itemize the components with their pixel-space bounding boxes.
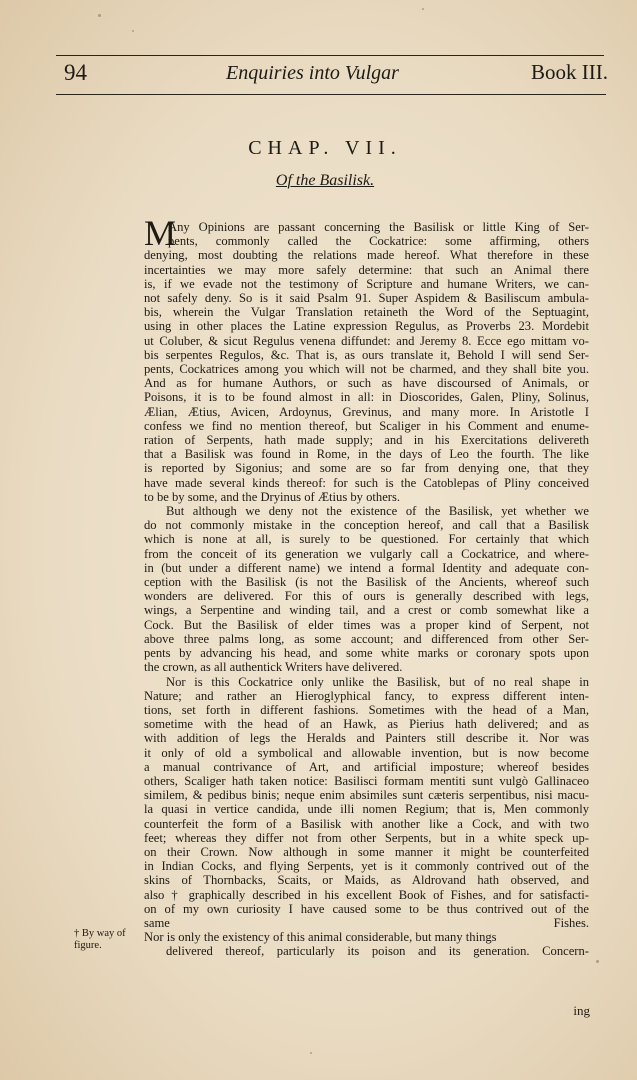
text-line: pents by advancing his head, and some white marks or coronary spots upon [144, 646, 589, 661]
body-text [144, 213, 589, 959]
text-line: the crown, as all authentick Writers have delivered. [144, 660, 403, 675]
paper-speck [596, 960, 599, 963]
chapter-title: Of the Basilisk. [275, 172, 375, 189]
text-line: ration of Serpents, hath made supply; and in his Exercitations delivereth [144, 433, 589, 448]
text-line: confess we find no mention thereof, but Scaliger in his Comment and enume- [144, 418, 589, 433]
book-label: Book III. [531, 60, 608, 84]
top-rule [56, 55, 604, 56]
text-line: Ælian, Ætius, Avicen, Ardoynus, Grevinus, and many more. In Aristotle I [144, 404, 589, 419]
text-line: others, Scaliger hath taken notice: Basilisci formam mentiti sunt vulgò Gallinaceo [144, 773, 589, 788]
marginal-note: † By way of figure. [74, 928, 126, 951]
paper-speck [132, 30, 134, 32]
text-line: it only of old a symbolical and allowable invention, but is now become [144, 745, 589, 760]
text-line: which is none at all, is surely to be questioned. For certainly that which [144, 532, 589, 547]
text-line: sometime with the head of an Hawk, as Pierius hath delivered; and as [144, 717, 589, 732]
text-line: skins of Thornbacks, Scaits, or Maids, as Aldrovand hath observed, and [144, 873, 589, 888]
text-line: la quasi in vertice candida, unde illi nomen Regium; that is, Men commonly [144, 802, 589, 817]
header-rule [56, 94, 606, 95]
text-line: Nor is only the existency of this animal considerable, but many things [144, 930, 497, 945]
text-line: on of my own curiosity I have caused some to be thus contrived out of the [144, 901, 589, 916]
text-line: bis serpentes Regulos, &c. That is, as ours translate it, Behold I will send Ser- [144, 347, 589, 362]
text-line: with addition of legs the Heralds and Painters still describe it. Nor was [144, 731, 589, 746]
text-line: using in other places the Latine expression Regulus, as Proverbs 23. Mordebit [144, 319, 589, 334]
text-line: pents, commonly called the Cockatrice: some affirming, others [168, 234, 589, 249]
paper-speck [310, 1052, 312, 1054]
text-line: pents, Cockatrices among you which will not be charmed, and they shall bite you. [144, 362, 589, 377]
text-line: similem, & pedibus binis; neque enim absimiles sunt cæteris serpentibus, nisi macu- [144, 788, 589, 803]
running-head [58, 60, 608, 94]
page-number: 94 [64, 60, 87, 85]
text-line: wings, a Serpentine and winding tail, and a crest or comb somewhat like a [144, 603, 589, 618]
chapter-number: CHAP. VII. [248, 137, 402, 159]
running-title: Enquiries into Vulgar [226, 62, 399, 84]
text-line: not safely deny. So is it said Psalm 91. Super Aspidem & Basiliscum ambula- [144, 291, 589, 306]
text-line: Nor is this Cockatrice only unlike the Basilisk, but of no real shape in [166, 674, 589, 689]
text-line: Any Opinions are passant concerning the Basilisk or little King of Ser- [168, 220, 589, 234]
text-line: have made several kinds thereof: for such is the Catoblepas of Pliny conceived [144, 475, 589, 490]
text-line: feet; whereas they differ not from other Serpents, but in a white speck up- [144, 830, 589, 845]
text-line: is, if we evade not the testimony of Scripture and humane Writers, we can- [144, 276, 589, 291]
text-line: a manual contrivance of Art, and artificial imposture; whereof besides [144, 759, 589, 774]
drop-cap: M [144, 213, 177, 253]
text-line: on their Crown. Now although in some manner it might be counterfeited [144, 844, 589, 859]
text-line: do not commonly mistake in the conception hereof, and call that a Basilisk [144, 518, 589, 533]
text-line: tions, set forth in different fashions. Sometimes with the head of a Man, [144, 702, 589, 717]
text-line: in (but under a different name) we intend a formal Identity and adequate con- [144, 560, 589, 575]
text-line: ception with the Basilisk (is not the Basilisk of the Ancients, whereof such [144, 575, 589, 590]
text-line: But although we deny not the existence of the Basilisk, yet whether we [166, 504, 589, 519]
text-line: counterfeit the form of a Basilisk with another like a Cock, and with two [144, 816, 589, 831]
text-line: ut Coluber, & sicut Regulus venena diffundet: and Jeremy 8. Ecce ego mittam vo- [144, 333, 589, 348]
text-line: Poisons, it is to be found almost in all: in Dioscorides, Galen, Pliny, Solinus, [144, 390, 589, 405]
text-line: that a Basilisk was found in Rome, in the days of Leo the fourth. The like [144, 447, 589, 462]
catchword: ing [573, 1003, 590, 1018]
text-line: bis, wherein the Vulgar Translation retaineth the Word of the Septuagint, [144, 305, 589, 320]
text-line: to be by some, and the Dryinus of Ætius by others. [144, 489, 401, 504]
text-line: is reported by Sigonius; and some are so far from denying one, that they [144, 461, 589, 476]
text-line: above three palms long, as some account; and differenced from other Ser- [144, 631, 589, 646]
text-line: incertainties we may more safely determine: that such an Animal there [144, 262, 589, 277]
text-line: denying, most doubting the relations made hereof. What therefore in these [144, 248, 589, 263]
text-line: delivered thereof, particularly its poison and its generation. Concern- [166, 944, 589, 959]
text-line: And as for humane Authors, or such as have discoursed of Animals, or [144, 376, 589, 391]
paper-speck [422, 8, 424, 10]
text-line: from the conceit of its generation we vulgarly call a Cockatrice, and where- [144, 546, 589, 561]
text-line: Cock. But the Basilisk of elder times was a proper kind of Serpent, not [144, 617, 589, 632]
text-line: Nature; and rather an Hieroglyphical fancy, to express different inten- [144, 688, 589, 703]
text-line: wonders are delivered. For this of ours is generally described with legs, [144, 589, 589, 604]
text-line: same Fishes. [144, 915, 589, 930]
paper-speck [98, 14, 101, 17]
text-line: also † graphically described in his excellent Book of Fishes, and for satisfacti- [144, 887, 589, 902]
text-line: in Indian Cocks, and flying Serpents, yet is it commonly contrived out of the [144, 859, 589, 874]
